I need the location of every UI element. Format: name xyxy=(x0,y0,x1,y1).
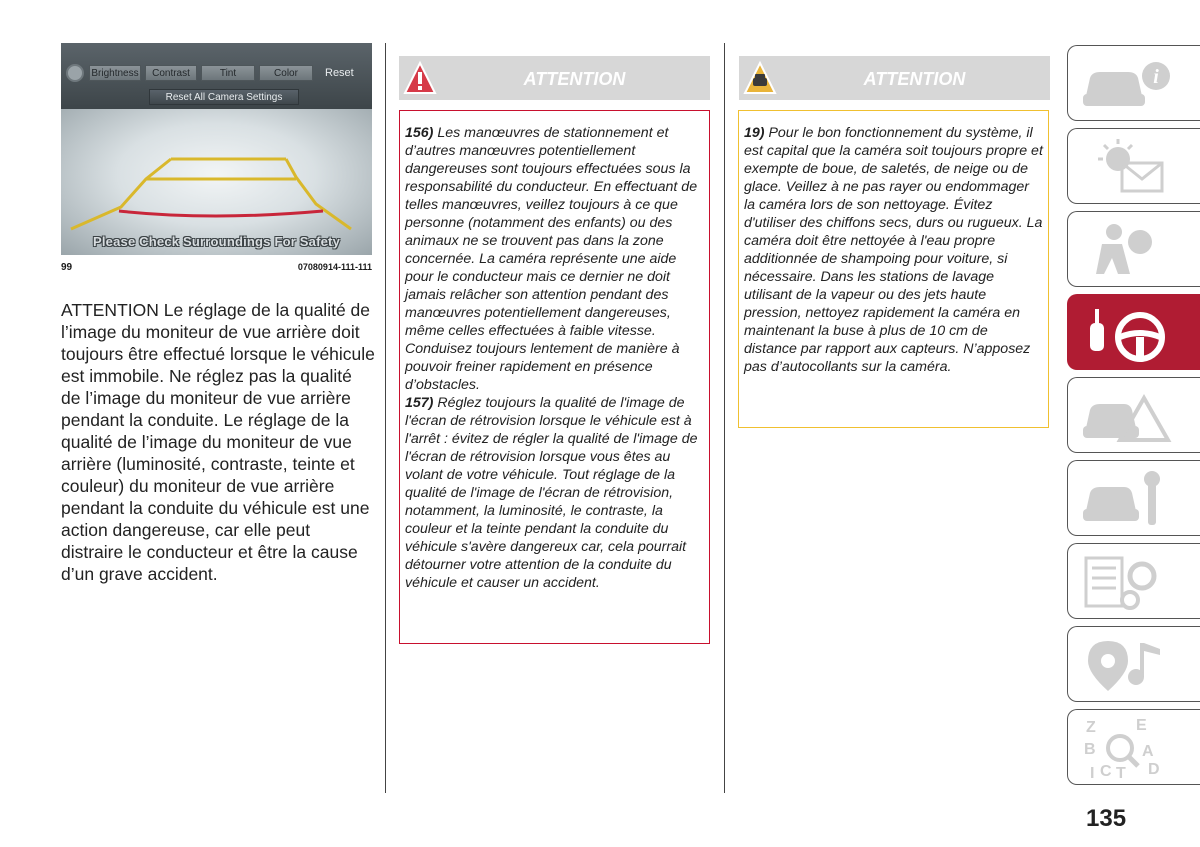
attention-box-red xyxy=(399,110,710,644)
attention-title-red: ATTENTION xyxy=(523,69,626,89)
tab-vehicle-info[interactable] xyxy=(1067,45,1200,121)
index-letter: I xyxy=(1090,765,1095,780)
index-letter: E xyxy=(1136,717,1147,734)
tab-safety[interactable] xyxy=(1067,211,1200,287)
warning-text: Réglez toujours la qualité de l'image de l'écran de rétrovision lorsque le véhicule est à l'arrêt : évitez de régler la qualité de l'image de l'écran de rétrovision lorsque vous êtes au volant de votre véhicule. Tout réglage de la qualité de l'image de l'écran de rétrovision, notamment, la luminosité, le contraste, la couleur et la teinte pendant la conduite du véhicule s'avère dangereux car, cela pourrait détourner votre attention de la conduite du véhicule et causer un accident. xyxy=(405,395,698,591)
tab-maintenance[interactable] xyxy=(1067,460,1200,536)
reset-all-button: Reset All Camera Settings xyxy=(149,89,299,105)
warning-triangle-icon xyxy=(403,60,437,96)
warning-text: Les manœuvres de stationnement et d’autres manœuvres potentiellement dangereuses sont toujours effectuées sous la responsabilité du conducteur. En effectuant de telles manœuvres, veillez toujours à ce que personne (notamment des enfants) ou des animaux ne se trouvent pas dans la zone concernée. La caméra représente une aide pour le conducteur mais ce dernier ne doit jamais relâcher son attention pendant des manœuvres potentiellement dangereuses, même celles effectuées à faible vitesse. Conduisez toujours lentement de manière à pouvoir freiner rapidement en présence d’obstacles. xyxy=(405,125,698,393)
car-skid-warning-icon xyxy=(743,60,777,96)
index-letter: A xyxy=(1142,743,1154,760)
settings-gear-icon xyxy=(66,64,84,82)
tab-technical-data[interactable] xyxy=(1067,543,1200,619)
warning-item-157 xyxy=(405,394,704,592)
column-divider-right xyxy=(724,43,725,793)
attention-title-yellow: ATTENTION xyxy=(863,69,966,89)
attention-header-yellow xyxy=(739,56,1050,100)
warning-text: Pour le bon fonctionnement du système, il est capital que la caméra soit toujours propre et exempte de boue, de saletés, de neige ou de glace. Veillez à ne pas rayer ou endommager la caméra lors de son nettoyage. Évitez d'utiliser des chiffons secs, durs ou rugueux. La caméra doit être nettoyée à l'eau propre additionnée de shampoing pour voiture, si nécessaire. Dans les stations de lavage utilisant de la vapeur ou des jets haute pression, nettoyez rapidement la caméra en maintenant la buse à plus de 10 cm de distance par rapport aux capteurs. N’apposez pas d’autocollants sur la caméra. xyxy=(744,125,1043,375)
key-steering-wheel-icon xyxy=(1078,301,1188,365)
warning-number: 157) xyxy=(405,395,434,411)
car-wrench-icon xyxy=(1078,467,1188,531)
rear-camera-figure xyxy=(61,43,372,255)
brightness-button: Brightness xyxy=(89,65,141,81)
camera-caption: Please Check Surroundings For Safety xyxy=(92,234,341,249)
svg-text:i: i xyxy=(1153,66,1159,88)
warning-number: 156) xyxy=(405,125,434,141)
index-letter: B xyxy=(1084,741,1096,758)
index-letter: Z xyxy=(1086,719,1096,736)
guide-line-red xyxy=(119,211,323,216)
tab-index[interactable] xyxy=(1067,709,1200,785)
list-gear-icon xyxy=(1078,550,1188,614)
warning-item-19 xyxy=(744,124,1043,376)
light-envelope-icon xyxy=(1078,135,1188,199)
contrast-button: Contrast xyxy=(145,65,197,81)
car-info-icon xyxy=(1078,52,1188,116)
tab-in-emergency[interactable] xyxy=(1067,377,1200,453)
guide-line-left xyxy=(71,159,171,229)
color-button: Color xyxy=(259,65,313,81)
warning-number: 19) xyxy=(744,125,765,141)
index-letter: D xyxy=(1148,761,1160,778)
index-letter: T xyxy=(1116,765,1126,780)
column-divider-left xyxy=(385,43,386,793)
tab-starting-driving[interactable] xyxy=(1067,294,1200,370)
music-location-icon xyxy=(1078,633,1188,697)
warning-item-156 xyxy=(405,124,704,394)
seat-airbag-icon xyxy=(1078,218,1188,282)
alphabet-index-icon xyxy=(1078,716,1188,780)
index-letter: C xyxy=(1100,763,1112,780)
tab-multimedia[interactable] xyxy=(1067,626,1200,702)
figure-code: 07080914-111-111 xyxy=(297,262,372,272)
camera-settings-toolbar xyxy=(61,43,372,109)
car-warning-icon xyxy=(1078,384,1188,448)
page-number: 135 xyxy=(1086,805,1127,832)
tint-button: Tint xyxy=(201,65,255,81)
body-text: ATTENTION Le réglage de la qualité de l’image du moniteur de vue arrière doit toujours être effectué lorsque le véhicule est immobile. Ne réglez pas la qualité de l’image du moniteur de vue arrière pendant la conduite. Le réglage de la qualité de l’image du moniteur de vue arrière (luminosité, contraste, teinte et couleur) du moniteur de vue arrière pendant la conduite du véhicule est une action dangereuse, car elle peut distraire le conducteur et être la cause d’un grave accident. xyxy=(61,300,375,584)
figure-number: 99 xyxy=(61,262,73,273)
guide-line-right xyxy=(286,159,351,229)
attention-box-yellow xyxy=(738,110,1049,428)
attention-header-red xyxy=(399,56,710,100)
reset-button: Reset xyxy=(325,67,354,79)
tab-lights-messages[interactable] xyxy=(1067,128,1200,204)
camera-view xyxy=(61,109,372,255)
